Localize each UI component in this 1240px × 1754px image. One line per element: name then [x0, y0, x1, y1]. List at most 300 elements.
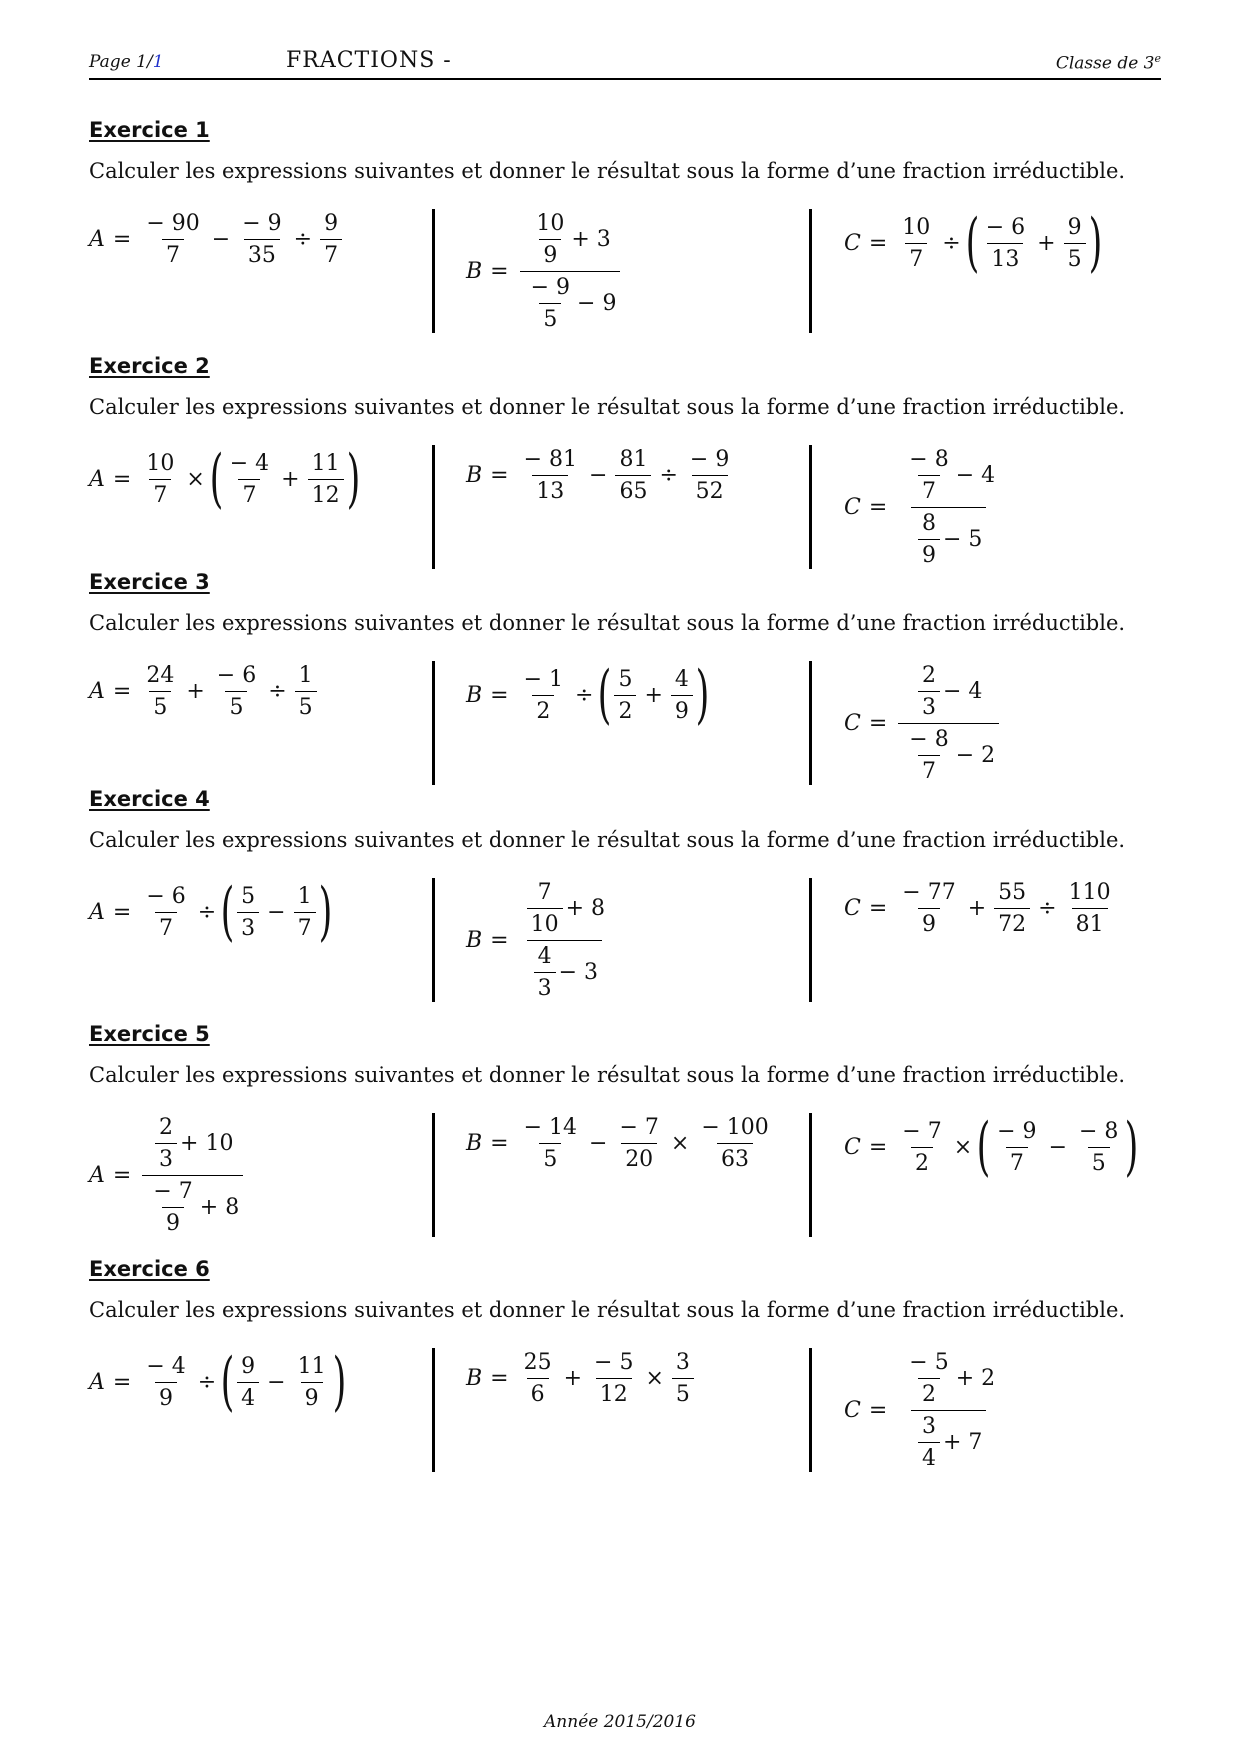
fraction: [918, 663, 940, 720]
denominator: 7: [320, 239, 342, 268]
numerator: 9: [1067, 214, 1082, 240]
operator: ÷: [942, 230, 961, 256]
numerator: 10: [536, 211, 565, 236]
variable-name: C: [844, 1134, 861, 1160]
operator: −: [589, 463, 608, 488]
fraction: [294, 884, 316, 941]
right-paren: ): [318, 875, 332, 949]
denominator: 13: [987, 243, 1023, 272]
exercise-instruction: Calculer les expressions suivantes et donner le résultat sous la forme d’une fraction irréductible.: [89, 828, 1126, 852]
variable-name: C: [844, 896, 861, 921]
operator: ×: [670, 1131, 690, 1156]
denominator: [520, 271, 621, 332]
variable-name: A: [89, 1369, 105, 1395]
denominator: 5: [225, 691, 247, 720]
operator: +: [281, 466, 300, 492]
numerator: − 100: [701, 1115, 769, 1140]
numerator: 10: [146, 450, 175, 476]
operator: ÷: [659, 463, 678, 488]
numerator: 9: [241, 1353, 256, 1379]
numerator: [148, 1115, 237, 1175]
numerator: [898, 447, 999, 507]
fraction: [697, 1115, 772, 1172]
numerator: − 8: [1079, 1118, 1119, 1144]
fraction: [671, 667, 693, 724]
term: + 8: [565, 896, 606, 921]
operator: −: [211, 227, 231, 252]
numerator: 3: [922, 1414, 936, 1439]
right-paren: ): [695, 658, 710, 732]
denominator: 5: [1064, 243, 1086, 272]
exercise-6: [89, 1257, 1161, 1471]
fraction: [155, 1115, 177, 1172]
equals-sign: =: [112, 899, 132, 925]
denominator: 72: [994, 908, 1030, 937]
numerator: − 1: [523, 666, 564, 692]
fraction: [905, 447, 952, 504]
expression-c: [844, 663, 1002, 784]
denominator: 35: [244, 239, 280, 268]
denominator: [911, 1410, 986, 1471]
denominator: 7: [238, 479, 260, 508]
operator: −: [1048, 1134, 1067, 1160]
operator: ÷: [197, 899, 217, 925]
variable-name: B: [466, 259, 483, 284]
denominator: [142, 1175, 243, 1236]
numerator: − 8: [909, 447, 949, 472]
numerator: − 7: [619, 1115, 659, 1140]
fraction: [672, 1350, 694, 1407]
denominator: 5: [672, 1378, 694, 1407]
variable-name: A: [89, 679, 105, 704]
column-divider: [432, 1113, 435, 1237]
variable-name: C: [844, 230, 861, 256]
fraction: [237, 1354, 259, 1411]
denominator: 13: [532, 475, 568, 504]
denominator: 65: [615, 475, 651, 504]
denominator: 10: [527, 908, 563, 937]
fraction: [918, 1414, 940, 1471]
numerator: [525, 211, 614, 271]
exercise-title: Exercice 6: [89, 1257, 210, 1281]
fraction: [918, 511, 940, 568]
operator: +: [967, 896, 987, 921]
numerator: − 6: [216, 663, 257, 688]
expression-c: [844, 206, 1102, 280]
equals-sign: =: [112, 227, 132, 252]
complex-fraction: [898, 1350, 999, 1471]
fraction: [142, 884, 189, 941]
numerator: 3: [675, 1350, 690, 1375]
expression-b: [466, 880, 612, 1001]
column-divider: [432, 1348, 435, 1472]
equals-sign: =: [490, 928, 509, 953]
operator: −: [267, 1369, 286, 1395]
fraction: [295, 663, 317, 720]
right-paren: ): [1088, 206, 1102, 280]
fraction: [213, 663, 260, 720]
numerator: 1: [298, 663, 313, 688]
exercise-instruction: Calculer les expressions suivantes et donner le résultat sous la forme d’une fraction irréductible.: [89, 611, 1126, 635]
variable-name: C: [844, 711, 861, 736]
denominator: 3: [534, 972, 556, 1001]
exercise-title: Exercice 5: [89, 1022, 210, 1046]
fraction: [1075, 1119, 1122, 1176]
column-divider: [809, 1113, 812, 1237]
left-paren: (: [598, 658, 612, 732]
column-divider: [432, 878, 435, 1002]
exercise-4: [89, 787, 1161, 1001]
term: − 3: [558, 960, 599, 985]
exercise-2: [89, 354, 1161, 568]
numerator: 1: [297, 883, 312, 909]
denominator: 12: [308, 479, 344, 508]
exercise-instruction: Calculer les expressions suivantes et donner le résultat sous la forme d’une fraction irréductible.: [89, 1298, 1126, 1322]
fraction: [226, 451, 273, 508]
variable-name: A: [89, 899, 105, 925]
numerator: − 5: [909, 1350, 949, 1375]
right-paren: ): [1125, 1110, 1139, 1184]
numerator: 55: [998, 880, 1027, 905]
column-divider: [809, 1348, 812, 1472]
fraction: [527, 275, 574, 332]
equals-sign: =: [112, 1369, 132, 1395]
equals-sign: =: [868, 230, 888, 256]
operator: +: [644, 682, 663, 708]
operator: ÷: [1038, 896, 1057, 921]
fraction: [905, 727, 952, 784]
exercise-5: [89, 1022, 1161, 1236]
term: + 10: [180, 1131, 234, 1156]
denominator: 7: [162, 239, 184, 268]
expression-b: [466, 1115, 776, 1172]
expression-c: [844, 1350, 1002, 1471]
column-divider: [809, 661, 812, 785]
denominator: 20: [621, 1143, 657, 1172]
term: + 2: [955, 1366, 996, 1391]
denominator: 4: [237, 1382, 259, 1411]
fraction: [1065, 880, 1115, 937]
denominator: 9: [671, 695, 693, 724]
expression-a: [89, 1345, 346, 1419]
equals-sign: =: [490, 682, 509, 708]
expression-a: [89, 211, 345, 268]
denominator: 2: [911, 1147, 933, 1176]
expression-b: [466, 658, 710, 732]
equals-sign: =: [868, 495, 888, 520]
numerator: [898, 1350, 999, 1410]
page-total-link[interactable]: 1: [152, 52, 164, 72]
variable-name: A: [89, 466, 105, 492]
exercise-instruction: Calculer les expressions suivantes et donner le résultat sous la forme d’une fraction irréductible.: [89, 1063, 1126, 1087]
complex-fraction: [898, 663, 999, 784]
numerator: 9: [324, 211, 339, 236]
numerator: − 7: [902, 1118, 942, 1144]
denominator: 3: [237, 912, 259, 941]
exercise-instruction: Calculer les expressions suivantes et donner le résultat sous la forme d’une fraction irréductible.: [89, 395, 1126, 419]
equals-sign: =: [112, 466, 132, 492]
left-paren: (: [220, 1345, 235, 1419]
numerator: − 6: [985, 214, 1026, 240]
fraction: [320, 211, 342, 268]
exercise-title: Exercice 2: [89, 354, 210, 378]
numerator: − 8: [909, 727, 949, 752]
expression-a: [89, 875, 332, 949]
fraction: [994, 880, 1030, 937]
denominator: 5: [539, 303, 561, 332]
denominator: 81: [1072, 908, 1108, 937]
exercise-title: Exercice 1: [89, 118, 210, 142]
fraction: [615, 1115, 662, 1172]
variable-name: C: [844, 1398, 861, 1423]
numerator: 11: [297, 1353, 326, 1379]
denominator: 5: [295, 691, 317, 720]
column-divider: [432, 661, 435, 785]
complex-fraction: [520, 211, 621, 332]
expression-c: [844, 1110, 1139, 1184]
fraction: [532, 211, 568, 268]
complex-fraction: [898, 447, 999, 568]
denominator: 2: [918, 1378, 940, 1407]
numerator: 110: [1068, 880, 1111, 905]
fraction: [615, 447, 651, 504]
denominator: 5: [149, 691, 171, 720]
fraction: [898, 880, 959, 937]
term: − 5: [943, 527, 983, 552]
term: + 8: [199, 1195, 240, 1220]
denominator: 7: [905, 243, 927, 272]
denominator: 7: [294, 912, 316, 941]
equals-sign: =: [868, 711, 888, 736]
numerator: 81: [619, 447, 648, 472]
right-paren: ): [346, 442, 360, 516]
fraction: [534, 944, 556, 1001]
variable-name: A: [89, 1163, 105, 1188]
fraction: [993, 1119, 1040, 1176]
denominator: 9: [918, 908, 940, 937]
fraction: [142, 1354, 189, 1411]
fraction: [142, 211, 203, 268]
expression-c: [844, 447, 1002, 568]
equals-sign: =: [112, 679, 132, 704]
numerator: − 14: [523, 1115, 578, 1140]
term: − 9: [577, 291, 617, 316]
fraction: [686, 447, 733, 504]
equals-sign: =: [490, 259, 509, 284]
denominator: 3: [155, 1143, 177, 1172]
operator: ×: [645, 1366, 664, 1391]
fraction: [520, 1115, 581, 1172]
numerator: − 81: [523, 447, 578, 472]
equals-sign: =: [868, 896, 888, 921]
page-number: Page 1/1: [89, 52, 164, 72]
denominator: 9: [918, 539, 940, 568]
variable-name: B: [466, 1131, 483, 1156]
variable-name: B: [466, 682, 483, 708]
equals-sign: =: [112, 1163, 132, 1188]
expression-a: [89, 663, 320, 720]
numerator: − 9: [530, 275, 571, 300]
denominator: 52: [692, 475, 728, 504]
operator: −: [589, 1131, 608, 1156]
operator: ×: [186, 466, 205, 492]
denominator: 4: [918, 1442, 940, 1471]
denominator: [911, 507, 986, 568]
numerator: − 77: [902, 880, 956, 905]
denominator: 2: [532, 695, 554, 724]
operator: ÷: [268, 679, 287, 704]
variable-name: B: [466, 1366, 483, 1391]
right-paren: ): [332, 1345, 346, 1419]
equals-sign: =: [490, 463, 509, 488]
exercise-3: [89, 570, 1161, 784]
exercise-title: Exercice 4: [89, 787, 210, 811]
column-divider: [432, 209, 435, 333]
denominator: 63: [717, 1143, 753, 1172]
numerator: 4: [674, 666, 689, 692]
term: − 4: [955, 463, 996, 488]
term: + 3: [571, 227, 611, 252]
numerator: − 9: [689, 447, 730, 472]
denominator: 9: [539, 239, 561, 268]
denominator: 5: [1088, 1147, 1110, 1176]
denominator: 6: [527, 1378, 549, 1407]
operator: −: [267, 899, 286, 925]
fraction: [614, 667, 636, 724]
numerator: − 90: [146, 211, 200, 236]
left-paren: (: [965, 206, 980, 280]
equals-sign: =: [490, 1131, 509, 1156]
fraction: [294, 1354, 330, 1411]
left-paren: (: [209, 442, 224, 516]
left-paren: (: [220, 875, 235, 949]
numerator: [520, 880, 609, 940]
left-paren: (: [976, 1110, 991, 1184]
numerator: 24: [146, 663, 175, 688]
expression-b: [466, 447, 736, 504]
operator: +: [563, 1366, 583, 1391]
exercise-instruction: Calculer les expressions suivantes et donner le résultat sous la forme d’une fraction irréductible.: [89, 159, 1126, 183]
numerator: − 9: [242, 211, 282, 236]
fraction: [982, 215, 1029, 272]
exercise-1: [89, 118, 1161, 332]
numerator: 11: [311, 450, 340, 476]
denominator: [898, 723, 999, 784]
fraction: [520, 447, 581, 504]
fraction: [590, 1350, 637, 1407]
numerator: − 5: [594, 1350, 634, 1375]
variable-name: B: [466, 928, 483, 953]
denominator: 9: [155, 1382, 177, 1411]
fraction: [149, 1179, 196, 1236]
numerator: 2: [922, 663, 936, 688]
term: − 2: [955, 743, 996, 768]
denominator: 7: [149, 479, 171, 508]
complex-fraction: [520, 880, 609, 1001]
denominator: 5: [539, 1143, 561, 1172]
numerator: − 9: [997, 1118, 1037, 1144]
denominator: 2: [614, 695, 636, 724]
expression-b: [466, 211, 623, 332]
equals-sign: =: [868, 1398, 888, 1423]
complex-fraction: [142, 1115, 243, 1236]
numerator: − 4: [146, 1353, 186, 1379]
term: + 7: [943, 1430, 983, 1455]
page-header: [89, 48, 1161, 80]
variable-name: C: [844, 495, 861, 520]
denominator: 3: [918, 691, 940, 720]
operator: ÷: [197, 1369, 217, 1395]
column-divider: [809, 445, 812, 569]
fraction: [520, 667, 567, 724]
expression-a: [89, 442, 360, 516]
fraction: [238, 211, 285, 268]
operator: ×: [953, 1134, 973, 1160]
equals-sign: =: [868, 1134, 888, 1160]
operator: +: [1037, 230, 1056, 256]
numerator: − 6: [146, 883, 186, 909]
column-divider: [809, 209, 812, 333]
operator: +: [186, 679, 205, 704]
class-label: Classe de 3e: [1055, 52, 1161, 74]
numerator: 25: [523, 1350, 552, 1375]
fraction: [237, 884, 259, 941]
column-divider: [432, 445, 435, 569]
fraction: [905, 1350, 952, 1407]
denominator: [527, 940, 602, 1001]
exercise-title: Exercice 3: [89, 570, 210, 594]
document-title: FRACTIONS -: [286, 48, 452, 73]
numerator: 7: [537, 880, 552, 905]
equals-sign: =: [490, 1366, 509, 1391]
denominator: 7: [155, 912, 177, 941]
fraction: [308, 451, 344, 508]
numerator: 4: [537, 944, 552, 969]
denominator: 12: [596, 1378, 632, 1407]
denominator: 9: [162, 1207, 184, 1236]
numerator: 8: [922, 511, 936, 536]
expression-a: [89, 1115, 246, 1236]
numerator: 5: [241, 883, 256, 909]
term: − 4: [943, 679, 983, 704]
numerator: 5: [618, 666, 633, 692]
variable-name: A: [89, 227, 105, 252]
fraction: [898, 215, 934, 272]
variable-name: B: [466, 463, 483, 488]
fraction: [142, 663, 178, 720]
denominator: 7: [918, 475, 940, 504]
numerator: [911, 663, 986, 723]
footer-year: Année 2015/2016: [544, 1712, 696, 1732]
fraction: [898, 1119, 945, 1176]
fraction: [527, 880, 563, 937]
operator: ÷: [575, 682, 594, 708]
fraction: [142, 451, 178, 508]
fraction: [520, 1350, 556, 1407]
denominator: 7: [1006, 1147, 1028, 1176]
denominator: 9: [301, 1382, 323, 1411]
numerator: − 7: [153, 1179, 193, 1204]
column-divider: [809, 878, 812, 1002]
numerator: − 4: [229, 450, 270, 476]
expression-b: [466, 1350, 697, 1407]
operator: ÷: [293, 227, 313, 252]
numerator: 2: [159, 1115, 174, 1140]
expression-c: [844, 880, 1118, 937]
denominator: 7: [918, 755, 940, 784]
fraction: [1064, 215, 1086, 272]
numerator: 10: [902, 214, 931, 240]
